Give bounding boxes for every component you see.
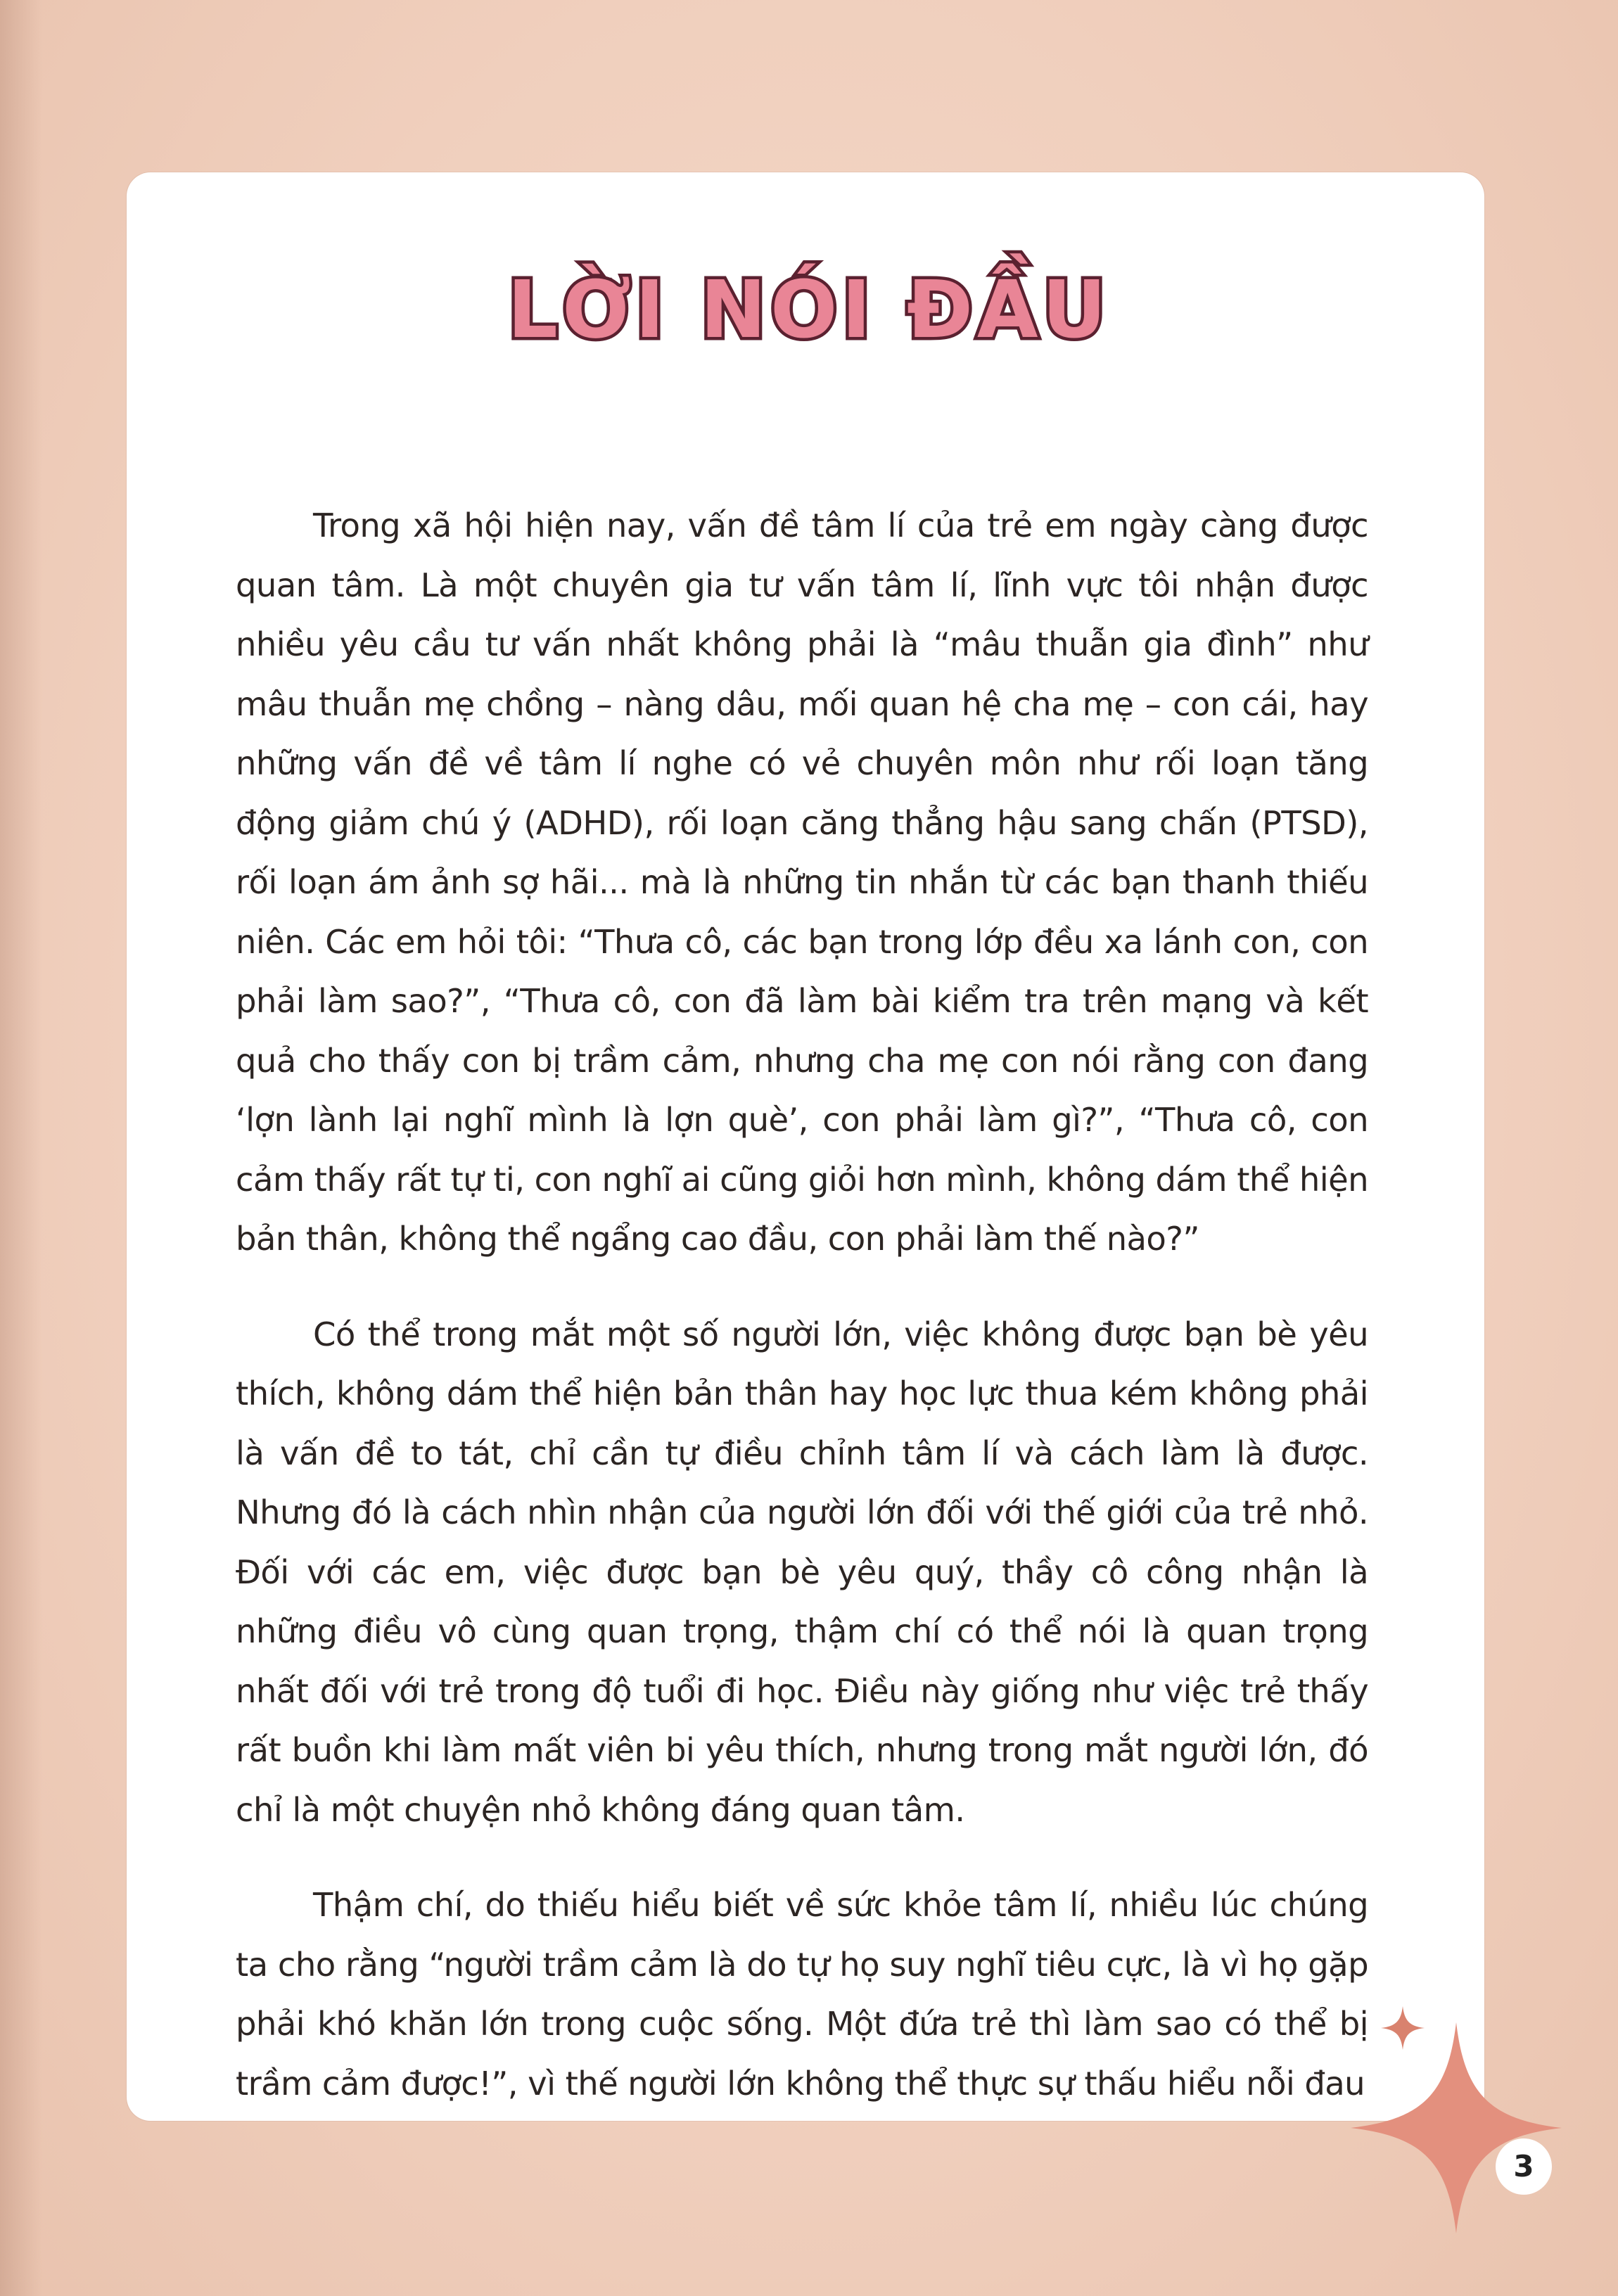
page-number: 3 (1496, 2138, 1552, 2195)
large-sparkle-icon (1351, 2022, 1562, 2233)
paragraph-2: Có thể trong mắt một số người lớn, việc không được bạn bè yêu thích, không dám thể hiện bản thân hay học lực thua kém không phải là vấn đề to tát, chỉ cần tự điều chỉnh tâm lí và cách làm là được. Nhưng đó là cách nhìn nhận của người lớn đối với thế giới của trẻ nhỏ. Đối với các em, việc được bạn bè yêu quý, thầy cô công nhận là những điều vô cùng quan trọng, thậm chí có thể nói là quan trọng nhất đối với trẻ trong độ tuổi đi học. Điều này giống như việc trẻ thấy rất buồn khi làm mất viên bi yêu thích, nhưng trong mắt người lớn, đó chỉ là một chuyện nhỏ không đáng quan tâm. (236, 1315, 1368, 1829)
small-sparkle-icon (1381, 2006, 1425, 2050)
body-text (236, 496, 1368, 2113)
paragraph-3: Thậm chí, do thiếu hiểu biết về sức khỏe tâm lí, nhiều lúc chúng ta cho rằng “người trầm cảm là do tự họ suy nghĩ tiêu cực, là vì họ gặp phải khó khăn lớn trong cuộc sống. Một đứa trẻ thì làm sao có thể bị trầm cảm được!”, vì thế người lớn không thể thực sự thấu hiểu nỗi đau (236, 1886, 1368, 2103)
paragraph-1: Trong xã hội hiện nay, vấn đề tâm lí của trẻ em ngày càng được quan tâm. Là một chuyên gia tư vấn tâm lí, lĩnh vực tôi nhận được nhiều yêu cầu tư vấn nhất không phải là “mâu thuẫn gia đình” như mâu thuẫn mẹ chồng – nàng dâu, mối quan hệ cha mẹ – con cái, hay những vấn đề về tâm lí nghe có vẻ chuyên môn như rối loạn tăng động giảm chú ý (ADHD), rối loạn căng thẳng hậu sang chấn (PTSD), rối loạn ám ảnh sợ hãi... mà là những tin nhắn từ các bạn thanh thiếu niên. Các em hỏi tôi: “Thưa cô, các bạn trong lớp đều xa lánh con, con phải làm sao?”, “Thưa cô, con đã làm bài kiểm tra trên mạng và kết quả cho thấy con bị trầm cảm, nhưng cha mẹ con nói rằng con đang ‘lợn lành lại nghĩ mình là lợn què’, con phải làm gì?”, “Thưa cô, con cảm thấy rất tự ti, con nghĩ ai cũng giỏi hơn mình, không dám thể hiện bản thân, không thể ngẩng cao đầu, con phải làm thế nào?” (236, 506, 1368, 1258)
page-title: LỜI NÓI ĐẦU (507, 264, 1111, 356)
